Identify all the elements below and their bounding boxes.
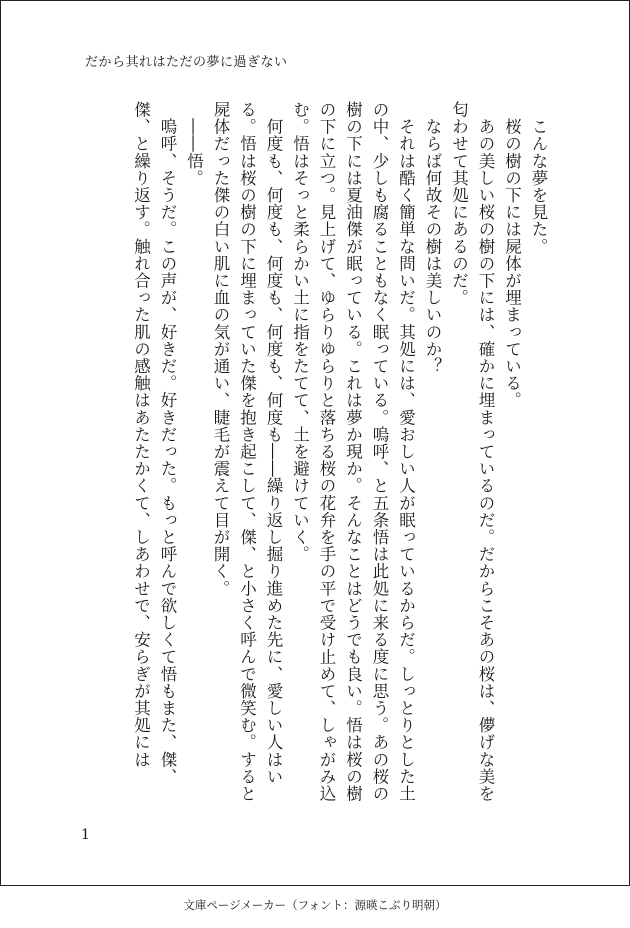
- paragraph: 何度も、何度も、何度も、何度も、何度も――繰り返し掘り進めた先に、愛しい人はいる。悟は桜の樹の下に埋まっていた傑を抱き起こして、傑、と小さく呼んで微笑む。すると屍体だった傑の白い肌に血の気が通い、睫毛が震えて目が開く。: [211, 101, 283, 803]
- paragraph: それは酷く簡単な問いだ。其処には、愛おしい人が眠っているからだ。しっとりとした土の中、少しも腐ることもなく眠っている。嗚呼、と五条悟は此処に来る度に思う。あの桜の樹の下には夏油傑が眠っている。これは夢か現か。そんなことはどうでも良い。悟は桜の樹の下に立つ。見上げて、ゆらりゆらりと落ちる桜の花弁を手の平で受け止めて、しゃがみ込む。悟はそっと柔らかい土に指をたてて、土を避けていく。: [290, 101, 416, 803]
- paragraph: ならば何故その樹は美しいのか？: [423, 101, 442, 375]
- running-title: だから其れはただの夢に過ぎない: [85, 55, 288, 70]
- page-number: 1: [81, 827, 90, 843]
- paragraph: こんな夢を見た。: [529, 101, 548, 255]
- vertical-body-text: [73, 101, 551, 806]
- paragraph: あの美しい桜の樹の下には、確かに埋まっているのだ。だからこそあの桜は、儚げな美を匂わせて其処にあるのだ。: [449, 101, 495, 803]
- paragraph: 嗚呼、そうだ。この声が、好きだ。好きだった。もっと呼んで欲しくて悟もまた、傑、傑、と繰り返す。触れ合った肌の感触はあたたかくて、しあわせで、安らぎが其処には: [131, 101, 177, 785]
- footer-credit: 文庫ページメーカー（フォント：源暎こぶり明朝）: [183, 898, 447, 912]
- paragraph: 桜の樹の下には屍体が埋まっている。: [502, 101, 522, 409]
- paragraph: ――悟。: [184, 101, 204, 187]
